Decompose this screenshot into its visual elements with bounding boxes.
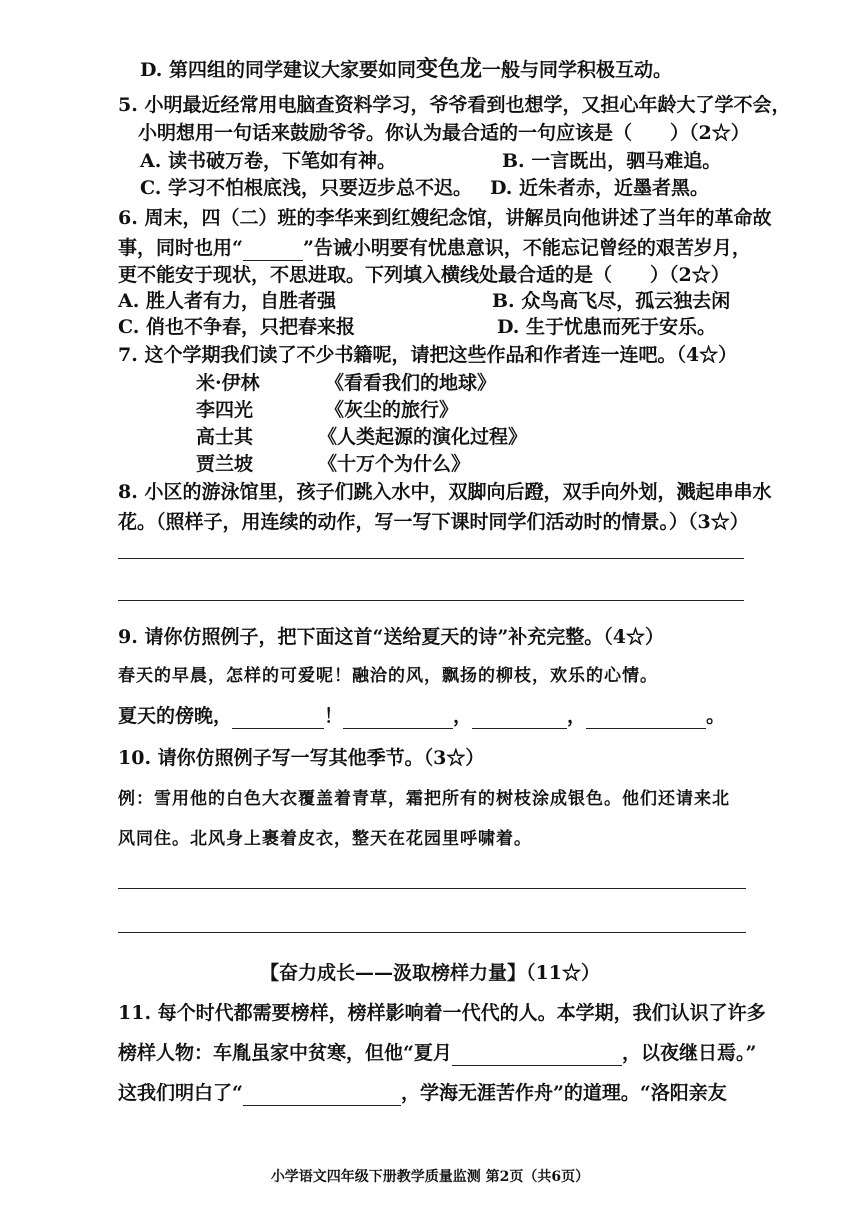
q6-option-b: B. 众鸟高飞尽，孤云独去闲 bbox=[492, 290, 731, 312]
q6-blank[interactable] bbox=[243, 240, 303, 261]
q7-author[interactable]: 贾兰坡 bbox=[196, 453, 254, 475]
q11-line-2 bbox=[118, 1040, 756, 1066]
q6-option-a: A. 胜人者有力，自胜者强 bbox=[118, 290, 336, 312]
q4-option-d-text: D. 第四组的同学建议大家要如同 bbox=[140, 59, 417, 81]
q9-fill-start: 夏天的傍晚， bbox=[118, 705, 233, 727]
q7-book[interactable]: 《十万个为什么》 bbox=[318, 453, 471, 475]
q7-author[interactable]: 高士其 bbox=[196, 426, 254, 448]
q10-example-line-1: 例：雪用他的白色大衣覆盖着青草，霜把所有的树枝涂成银色。他们还请来北 bbox=[118, 789, 730, 809]
q11-blank[interactable] bbox=[243, 1085, 401, 1106]
q9-punct: ， bbox=[567, 705, 587, 727]
q4-option-d-handwritten: 变色龙 bbox=[416, 56, 483, 82]
q5-line-2: 小明想用一句话来鼓励爷爷。你认为最合适的一句应该是（ ）（2☆） bbox=[138, 122, 750, 144]
q6-option-c: C. 俏也不争春，只把春来报 bbox=[118, 316, 356, 338]
q8-answer-line[interactable] bbox=[118, 558, 744, 559]
q6-line-2-end: ”告诫小明要有忧患意识，不能忘记曾经的艰苦岁月， bbox=[302, 237, 751, 259]
q9-punct: ！ bbox=[324, 705, 344, 727]
q10-prompt: 10. 请你仿照例子写一写其他季节。（3☆） bbox=[118, 747, 485, 769]
q9-blank[interactable] bbox=[586, 708, 706, 729]
q11-line-3-end: ，学海无涯苦作舟”的道理。“洛阳亲友 bbox=[400, 1082, 727, 1104]
q10-example-line-2: 风同住。北风身上裹着皮衣，整天在花园里呼啸着。 bbox=[118, 829, 532, 849]
page-footer: 小学语文四年级下册教学质量监测 第2页（共6页） bbox=[270, 1169, 590, 1185]
q9-punct: ， bbox=[453, 705, 473, 727]
q11-line-2-end: ，以夜继日焉。” bbox=[621, 1042, 757, 1064]
q9-blank[interactable] bbox=[472, 708, 567, 729]
q6-option-d: D. 生于忧患而死于安乐。 bbox=[497, 316, 717, 338]
q4-option-d-text-end: 一般与同学积极互动。 bbox=[482, 59, 673, 81]
q9-blank[interactable] bbox=[343, 708, 453, 729]
q6-line-3: 更不能安于现状，不思进取。下列填入横线处最合适的是（ ）（2☆） bbox=[118, 264, 730, 286]
q5-option-a: A. 读书破万卷，下笔如有神。 bbox=[140, 150, 396, 172]
q9-punct: 。 bbox=[706, 705, 726, 727]
q5-option-d: D. 近朱者赤，近墨者黑。 bbox=[490, 177, 710, 199]
q8-line-2: 花。（照样子，用连续的动作，写一写下课时同学们活动时的情景。）（3☆） bbox=[118, 511, 749, 533]
q7-prompt: 7. 这个学期我们读了不少书籍呢，请把这些作品和作者连一连吧。（4☆） bbox=[118, 344, 738, 366]
q7-book[interactable]: 《灰尘的旅行》 bbox=[325, 399, 459, 421]
q8-line-1: 8. 小区的游泳馆里，孩子们跳入水中，双脚向后蹬，双手向外划，溅起串串水 bbox=[118, 481, 772, 503]
q5-line-1: 5. 小明最近经常用电脑查资料学习，爷爷看到也想学，又担心年龄大了学不会， bbox=[118, 94, 791, 116]
q9-example: 春天的早晨，怎样的可爱呢！融洽的风，飘扬的柳枝，欢乐的心情。 bbox=[118, 666, 658, 686]
q7-author[interactable]: 李四光 bbox=[196, 399, 254, 421]
q11-line-2-start: 榜样人物：车胤虽家中贫寒，但他“夏月 bbox=[118, 1042, 452, 1064]
q9-blank[interactable] bbox=[232, 708, 324, 729]
q11-line-3 bbox=[118, 1080, 727, 1106]
q9-fill-line bbox=[118, 703, 725, 729]
q7-author[interactable]: 米·伊林 bbox=[196, 372, 260, 394]
q8-answer-line[interactable] bbox=[118, 600, 744, 601]
q6-line-2-start: 事，同时也用“ bbox=[118, 237, 243, 259]
q11-line-1: 11. 每个时代都需要榜样，榜样影响着一代代的人。本学期，我们认识了许多 bbox=[118, 1002, 766, 1024]
q6-line-2 bbox=[118, 235, 751, 261]
section-title: 【奋力成长——汲取榜样力量】（11☆） bbox=[260, 962, 600, 984]
q11-blank[interactable] bbox=[452, 1045, 622, 1066]
q5-option-c: C. 学习不怕根底浅，只要迈步总不迟。 bbox=[140, 177, 473, 199]
q4-option-d bbox=[140, 56, 672, 83]
q7-book[interactable]: 《人类起源的演化过程》 bbox=[318, 426, 528, 448]
q9-prompt: 9. 请你仿照例子，把下面这首“送给夏天的诗”补充完整。（4☆） bbox=[118, 626, 665, 648]
q10-answer-line[interactable] bbox=[118, 932, 746, 933]
q10-answer-line[interactable] bbox=[118, 888, 746, 889]
q5-option-b: B. 一言既出，驷马难追。 bbox=[502, 150, 722, 172]
q11-line-3-start: 这我们明白了“ bbox=[118, 1082, 243, 1104]
q7-book[interactable]: 《看看我们的地球》 bbox=[325, 372, 497, 394]
q6-line-1: 6. 周末，四（二）班的李华来到红嫂纪念馆，讲解员向他讲述了当年的革命故 bbox=[118, 207, 772, 229]
